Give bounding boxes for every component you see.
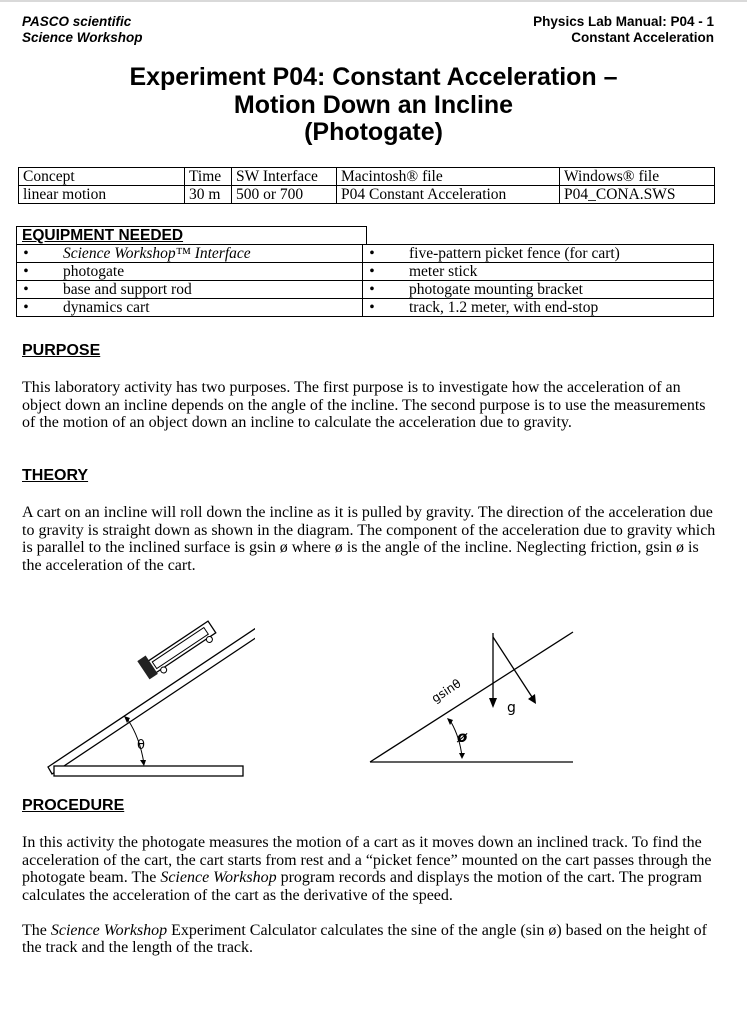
procedure-p2-text: The: [22, 921, 51, 939]
software-name: Science Workshop: [50, 921, 168, 939]
procedure-paragraph-2: [22, 922, 722, 957]
equipment-item: photogate mounting bracket: [377, 281, 714, 299]
arc-arrow-bottom: [459, 753, 465, 759]
gravity-label: g: [507, 700, 516, 716]
info-value-row: [19, 186, 715, 204]
info-header-concept: Concept: [19, 168, 185, 186]
info-header-interface: SW Interface: [232, 168, 337, 186]
normal-component-arrow: [493, 637, 532, 697]
info-header-mac: Macintosh® file: [337, 168, 560, 186]
publisher: PASCO scientific: [22, 14, 132, 29]
incline-line: [370, 632, 573, 762]
title-line-3: (Photogate): [304, 118, 443, 146]
bullet: •: [363, 299, 378, 317]
procedure-paragraph-1: [22, 834, 722, 904]
procedure-p1-text: In this activity the photogate measures the motion of a cart as it moves down an inclined track. To find the acceleration of the cart, the cart starts from rest and a “picket fence” mounted on the cart passes through the photogate beam. The: [22, 834, 712, 886]
info-value-interface: 500 or 700: [232, 186, 337, 204]
info-value-time: 30 m: [185, 186, 232, 204]
bullet: •: [17, 263, 32, 281]
procedure-text: [22, 834, 722, 957]
series-name: Science Workshop: [22, 30, 143, 45]
equipment-item: dynamics cart: [31, 299, 363, 317]
title-line-1: Experiment P04: Constant Acceleration –: [129, 63, 618, 91]
gravity-arrowhead: [489, 698, 497, 708]
top-border: [0, 0, 747, 2]
equipment-heading: EQUIPMENT NEEDED: [16, 226, 367, 244]
manual-topic: Constant Acceleration: [571, 30, 714, 45]
equipment-row: [17, 263, 714, 281]
bullet: •: [17, 299, 32, 317]
equipment-item: meter stick: [377, 263, 714, 281]
info-header-row: [19, 168, 715, 186]
equipment-item: base and support rod: [31, 281, 363, 299]
info-header-time: Time: [185, 168, 232, 186]
purpose-text: This laboratory activity has two purposes. The first purpose is to investigate how the acceleration of an object down an incline depends on the angle of the incline. The second purpose is to use the measurements of the motion of an object down an incline to calculate the acceleration due to gravity.: [22, 379, 706, 431]
procedure-p1-text: program records and displays the motion of the cart. The program calculates the acceleration of the cart as the derivative of the speed.: [22, 869, 702, 904]
equipment-table: [16, 244, 714, 317]
info-value-windows: P04_CONA.SWS: [560, 186, 715, 204]
manual-page: Physics Lab Manual: P04 - 1: [533, 14, 714, 29]
procedure-heading: PROCEDURE: [22, 797, 125, 814]
force-diagram: [365, 625, 580, 770]
bullet: •: [17, 245, 32, 263]
component-label: gsinθ: [429, 676, 464, 706]
equipment-item: track, 1.2 meter, with end-stop: [377, 299, 714, 317]
equipment-item: five-pattern picket fence (for cart): [377, 245, 714, 263]
purpose-heading: PURPOSE: [22, 342, 101, 359]
incline-cart-figure: [40, 610, 255, 780]
info-header-windows: Windows® file: [560, 168, 715, 186]
bullet: •: [363, 281, 378, 299]
arc-arrow-bottom: [140, 760, 146, 766]
header-left: [22, 14, 143, 46]
info-value-concept: linear motion: [19, 186, 185, 204]
track: [48, 616, 255, 774]
angle-label: θ: [137, 738, 145, 753]
equipment-row: [17, 299, 714, 317]
page-title: [0, 64, 747, 147]
equipment-row: [17, 245, 714, 263]
header-right: [533, 14, 714, 46]
info-value-mac: P04 Constant Acceleration: [337, 186, 560, 204]
software-name: Science Workshop: [160, 869, 277, 886]
angle-label: ø: [457, 728, 468, 746]
equipment-row: [17, 281, 714, 299]
theory-heading: THEORY: [22, 467, 89, 484]
title-line-2: Motion Down an Incline: [233, 90, 514, 119]
equipment-item: Science Workshop™ Interface: [31, 245, 363, 263]
equipment-item: photogate: [31, 263, 363, 281]
bullet: •: [363, 263, 378, 281]
theory-text: A cart on an incline will roll down the incline as it is pulled by gravity. The direction of the acceleration due to gravity is straight down as shown in the diagram. The component of the acceleration due to gravity which is parallel to the inclined surface is gsin ø where ø is the angle of the incline. Neglecting friction, gsin ø is the acceleration of the cart.: [22, 504, 716, 574]
bullet: •: [363, 245, 378, 263]
base-plate: [54, 766, 243, 776]
bullet: •: [17, 281, 32, 299]
normal-arrowhead: [528, 694, 536, 704]
cart: [137, 616, 218, 682]
info-table: [18, 167, 715, 204]
procedure-p2-text: Experiment Calculator calculates the sine of the angle (sin ø) based on the height of the track and the length of the track.: [22, 921, 707, 956]
